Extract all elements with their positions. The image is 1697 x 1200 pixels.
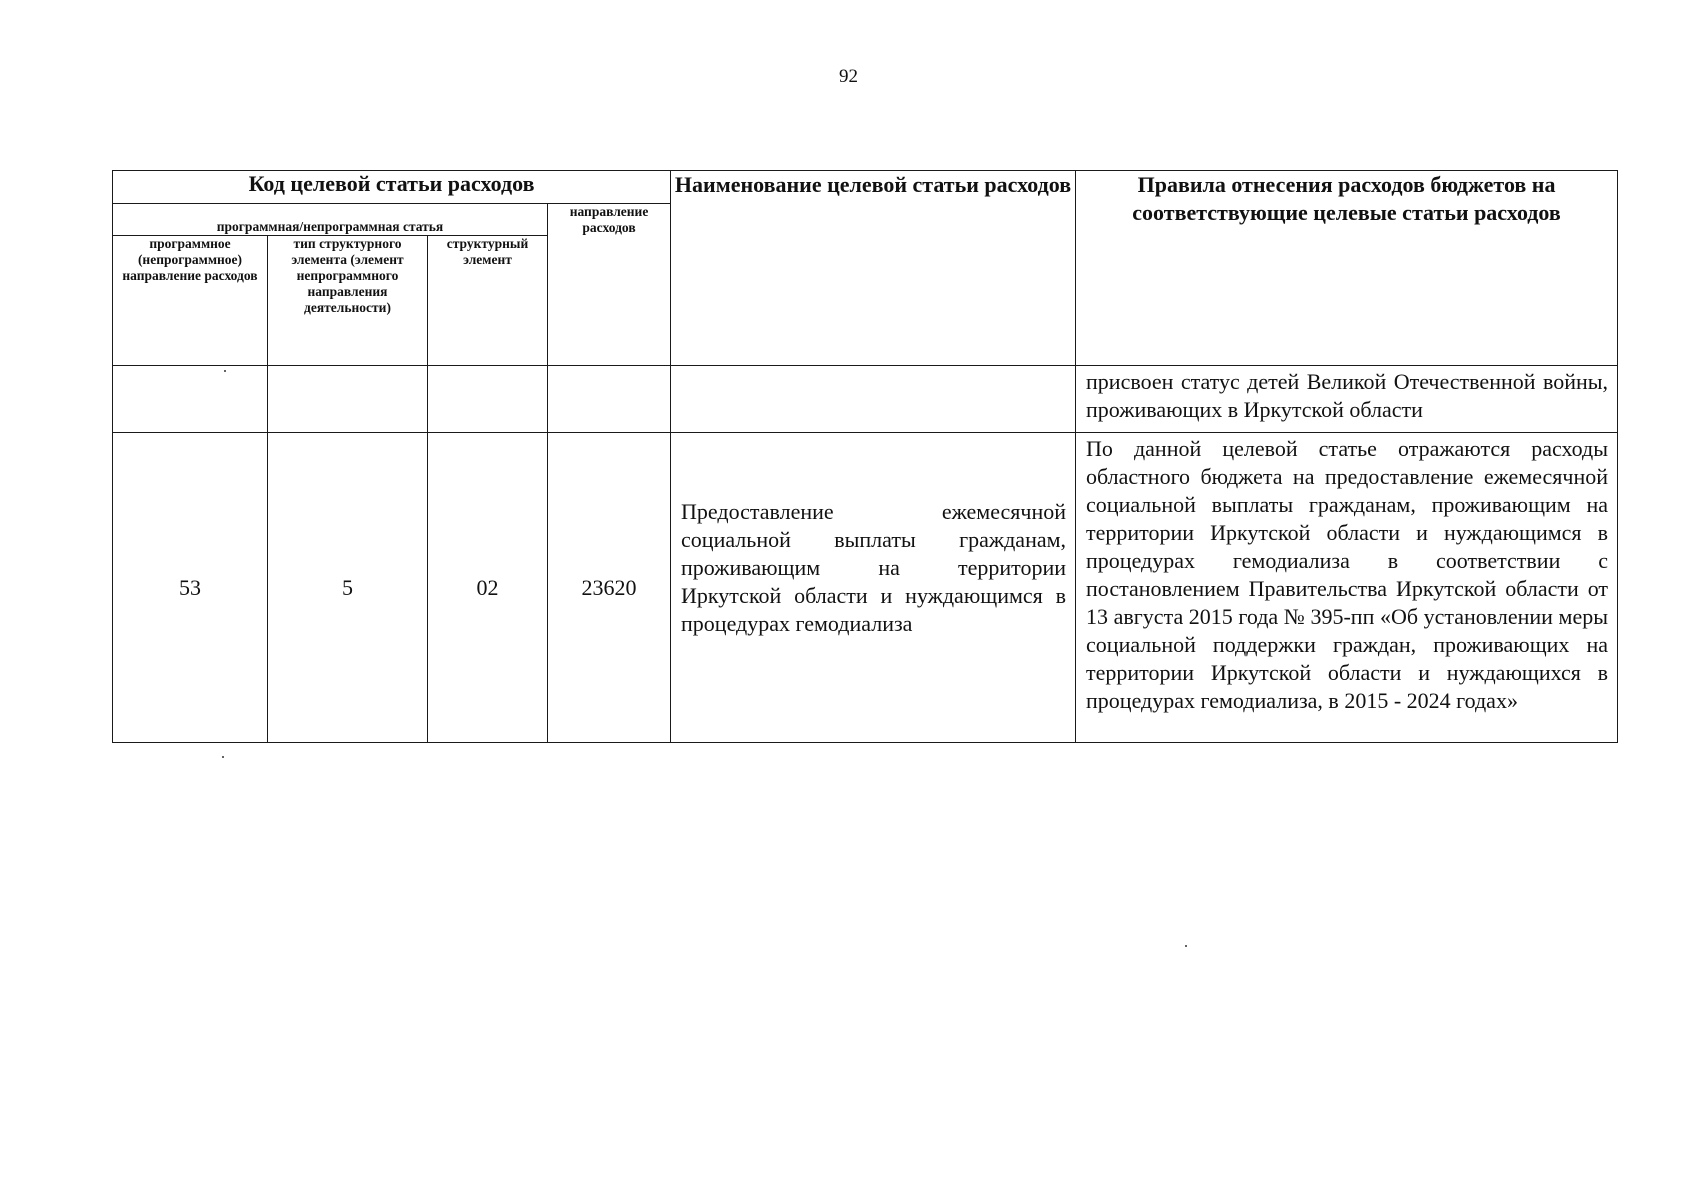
cell-expense-direction xyxy=(548,366,671,433)
cell-expense-direction: 23620 xyxy=(548,433,671,743)
header-code-group: Код целевой статьи расходов xyxy=(113,171,671,204)
scan-speck xyxy=(1185,945,1187,947)
cell-name xyxy=(671,366,1076,433)
scan-speck xyxy=(222,756,224,758)
cell-structural-element xyxy=(428,366,548,433)
cell-structural-element: 02 xyxy=(428,433,548,743)
cell-structural-element-type xyxy=(268,366,428,433)
cell-program-direction xyxy=(113,366,268,433)
page-number: 92 xyxy=(839,66,858,87)
header-structural-element-type: тип структурного элемента (элемент непрограммного направления деятельности) xyxy=(268,236,428,366)
table-row xyxy=(113,433,1618,743)
header-expense-direction: направление расходов xyxy=(548,204,671,366)
cell-name: Предоставление ежемесячной социальной выплаты гражданам, проживающим на территории Иркутской области и нуждающимся в процедурах гемодиализа xyxy=(671,433,1076,743)
cell-program-direction: 53 xyxy=(113,433,268,743)
cell-rule: По данной целевой статье отражаются расходы областного бюджета на предоставление ежемесячной социальной выплаты гражданам, проживающим на территории Иркутской области и нуждающимся в процедурах гемодиализа в соответствии с постановлением Правительства Иркутской области от 13 августа 2015 года № 395-пп «Об установлении меры социальной поддержки граждан, проживающих на территории Иркутской области и нуждающихся в процедурах гемодиализа, в 2015 - 2024 годах» xyxy=(1076,433,1618,743)
scan-speck xyxy=(224,370,226,372)
header-program-article: программная/непрограммная статья xyxy=(113,204,548,236)
cell-rule: присвоен статус детей Великой Отечественной войны, проживающих в Иркутской области xyxy=(1076,366,1618,433)
table-row xyxy=(113,366,1618,433)
target-expense-table xyxy=(112,170,1618,743)
header-rules-column: Правила отнесения расходов бюджетов на соответствующие целевые статьи расходов xyxy=(1076,171,1618,366)
header-structural-element: структурный элемент xyxy=(428,236,548,366)
cell-structural-element-type: 5 xyxy=(268,433,428,743)
header-name-column: Наименование целевой статьи расходов xyxy=(671,171,1076,366)
header-program-direction: программное (непрограммное) направление расходов xyxy=(113,236,268,366)
